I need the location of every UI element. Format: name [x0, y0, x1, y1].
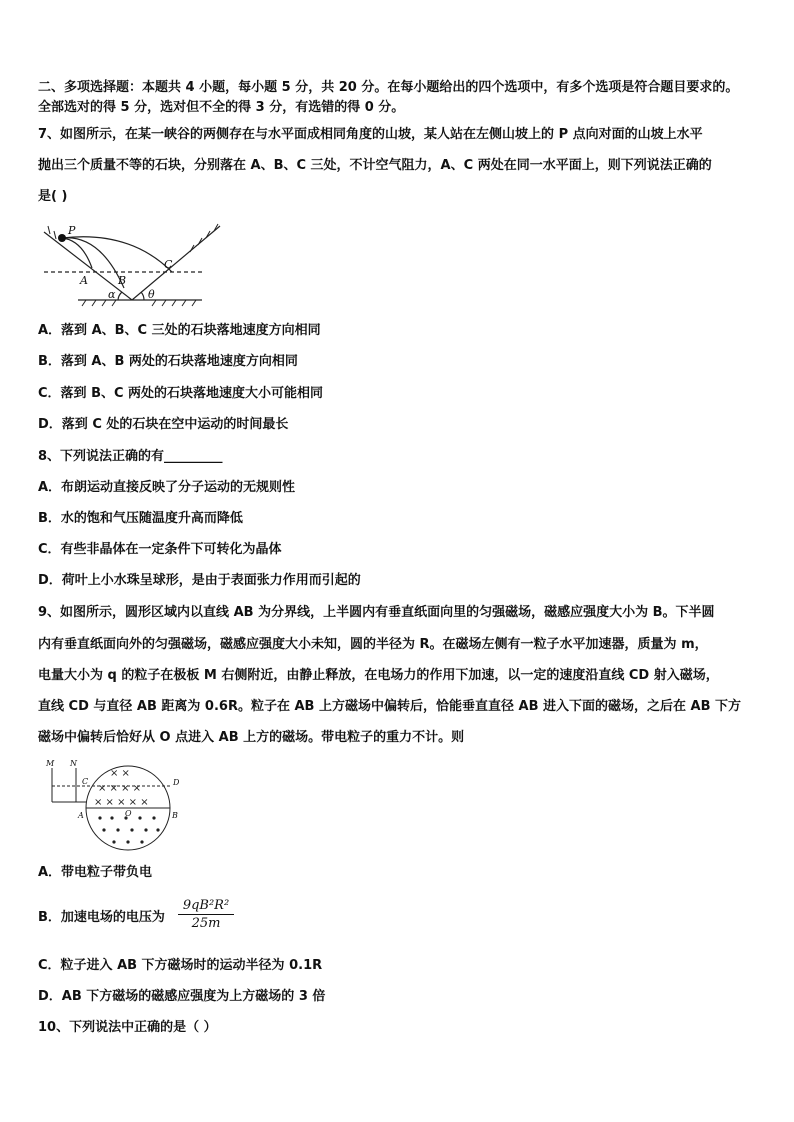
q9-stem-line5: 磁场中偏转后恰好从 O 点进入 AB 上方的磁场。带电粒子的重力不计。则 [38, 730, 465, 745]
q8-option-a: A．布朗运动直接反映了分子运动的无规则性 [38, 480, 296, 495]
q7-stem-line1: 7、如图所示，在某一峡谷的两侧存在与水平面成相同角度的山坡，某人站在左侧山坡上的 P 点向对面的山坡上水平 [38, 127, 703, 142]
fig-label-o: O [125, 809, 132, 818]
fig-label-n: N [70, 759, 77, 768]
fig-label-alpha: α [108, 288, 116, 301]
q9-option-c: C．粒子进入 AB 下方磁场时的运动半径为 0.1R [38, 958, 323, 973]
q9-option-a: A．带电粒子带负电 [38, 865, 153, 880]
q7-canyon-figure [40, 222, 240, 314]
section-heading-line1: 二、多项选择题：本题共 4 小题，每小题 5 分，共 20 分。在每小题给出的四个选项中，有多个选项是符合题目要求的。 [38, 80, 739, 95]
q9-option-b-fraction [178, 898, 234, 931]
fig-label-c: C [164, 258, 173, 271]
q8-option-c: C．有些非晶体在一定条件下可转化为晶体 [38, 542, 282, 557]
fig-label-b: B [118, 274, 127, 287]
fig-label-b: B [172, 811, 178, 820]
q8-stem: 8、下列说法正确的有_________ [38, 449, 223, 464]
q10-stem: 10、下列说法中正确的是（ ） [38, 1020, 217, 1035]
q9-stem-line2: 内有垂直纸面向外的匀强磁场，磁感应强度大小未知，圆的半径为 R。在磁场左侧有一粒子水平加速器，质量为 m， [38, 637, 708, 652]
q7-stem-line2: 抛出三个质量不等的石块，分别落在 A、B、C 三处，不计空气阻力，A、C 两处在同一水平面上，则下列说法正确的 [38, 158, 712, 173]
fig-label-m: M [46, 759, 55, 768]
q9-magnetic-field-figure [42, 758, 182, 852]
svg-text:× ×: × × [110, 768, 130, 779]
fig-label-a: A [80, 274, 88, 287]
q7-option-c: C．落到 B、C 两处的石块落地速度大小可能相同 [38, 386, 324, 401]
svg-text:× × × × ×: × × × × × [94, 797, 149, 808]
q7-option-b: B．落到 A、B 两处的石块落地速度方向相同 [38, 354, 298, 369]
q9-option-d: D．AB 下方磁场的磁感应强度为上方磁场的 3 倍 [38, 989, 326, 1004]
fig-label-d: D [173, 778, 180, 787]
svg-text:× × × ×: × × × × [98, 783, 142, 794]
q7-option-a: A．落到 A、B、C 三处的石块落地速度方向相同 [38, 323, 321, 338]
fig-label-a: A [78, 811, 84, 820]
fig-label-theta: θ [148, 288, 155, 301]
field-into-page-marks [94, 768, 149, 808]
q7-stem-line3: 是( ) [38, 189, 68, 204]
fig-label-c: C [82, 777, 89, 786]
fig-label-p: P [68, 224, 76, 237]
q9-stem-line1: 9、如图所示，圆形区域内以直线 AB 为分界线，上半圆内有垂直纸面向里的匀强磁场，磁感应强度大小为 B。下半圆 [38, 605, 715, 620]
fraction-numerator: 9qB²R² [178, 898, 234, 915]
q7-option-d: D．落到 C 处的石块在空中运动的时间最长 [38, 417, 289, 432]
section-heading-line2: 全部选对的得 5 分，选对但不全的得 3 分，有选错的得 0 分。 [38, 100, 405, 115]
person-p-icon [58, 234, 66, 242]
q9-stem-line3: 电量大小为 q 的粒子在极板 M 右侧附近，由静止释放，在电场力的作用下加速，以一定的速度沿直线 CD 射入磁场， [38, 668, 719, 683]
q8-option-d: D．荷叶上小水珠呈球形，是由于表面张力作用而引起的 [38, 573, 361, 588]
q8-option-b: B．水的饱和气压随温度升高而降低 [38, 511, 243, 526]
fraction-denominator: 25m [191, 916, 221, 931]
q9-option-b-prefix: B．加速电场的电压为 [38, 910, 165, 925]
q9-stem-line4: 直线 CD 与直径 AB 距离为 0.6R。粒子在 AB 上方磁场中偏转后，恰能垂直直径 AB 进入下面的磁场，之后在 AB 下方 [38, 699, 742, 714]
field-out-of-page-dots [98, 816, 159, 843]
